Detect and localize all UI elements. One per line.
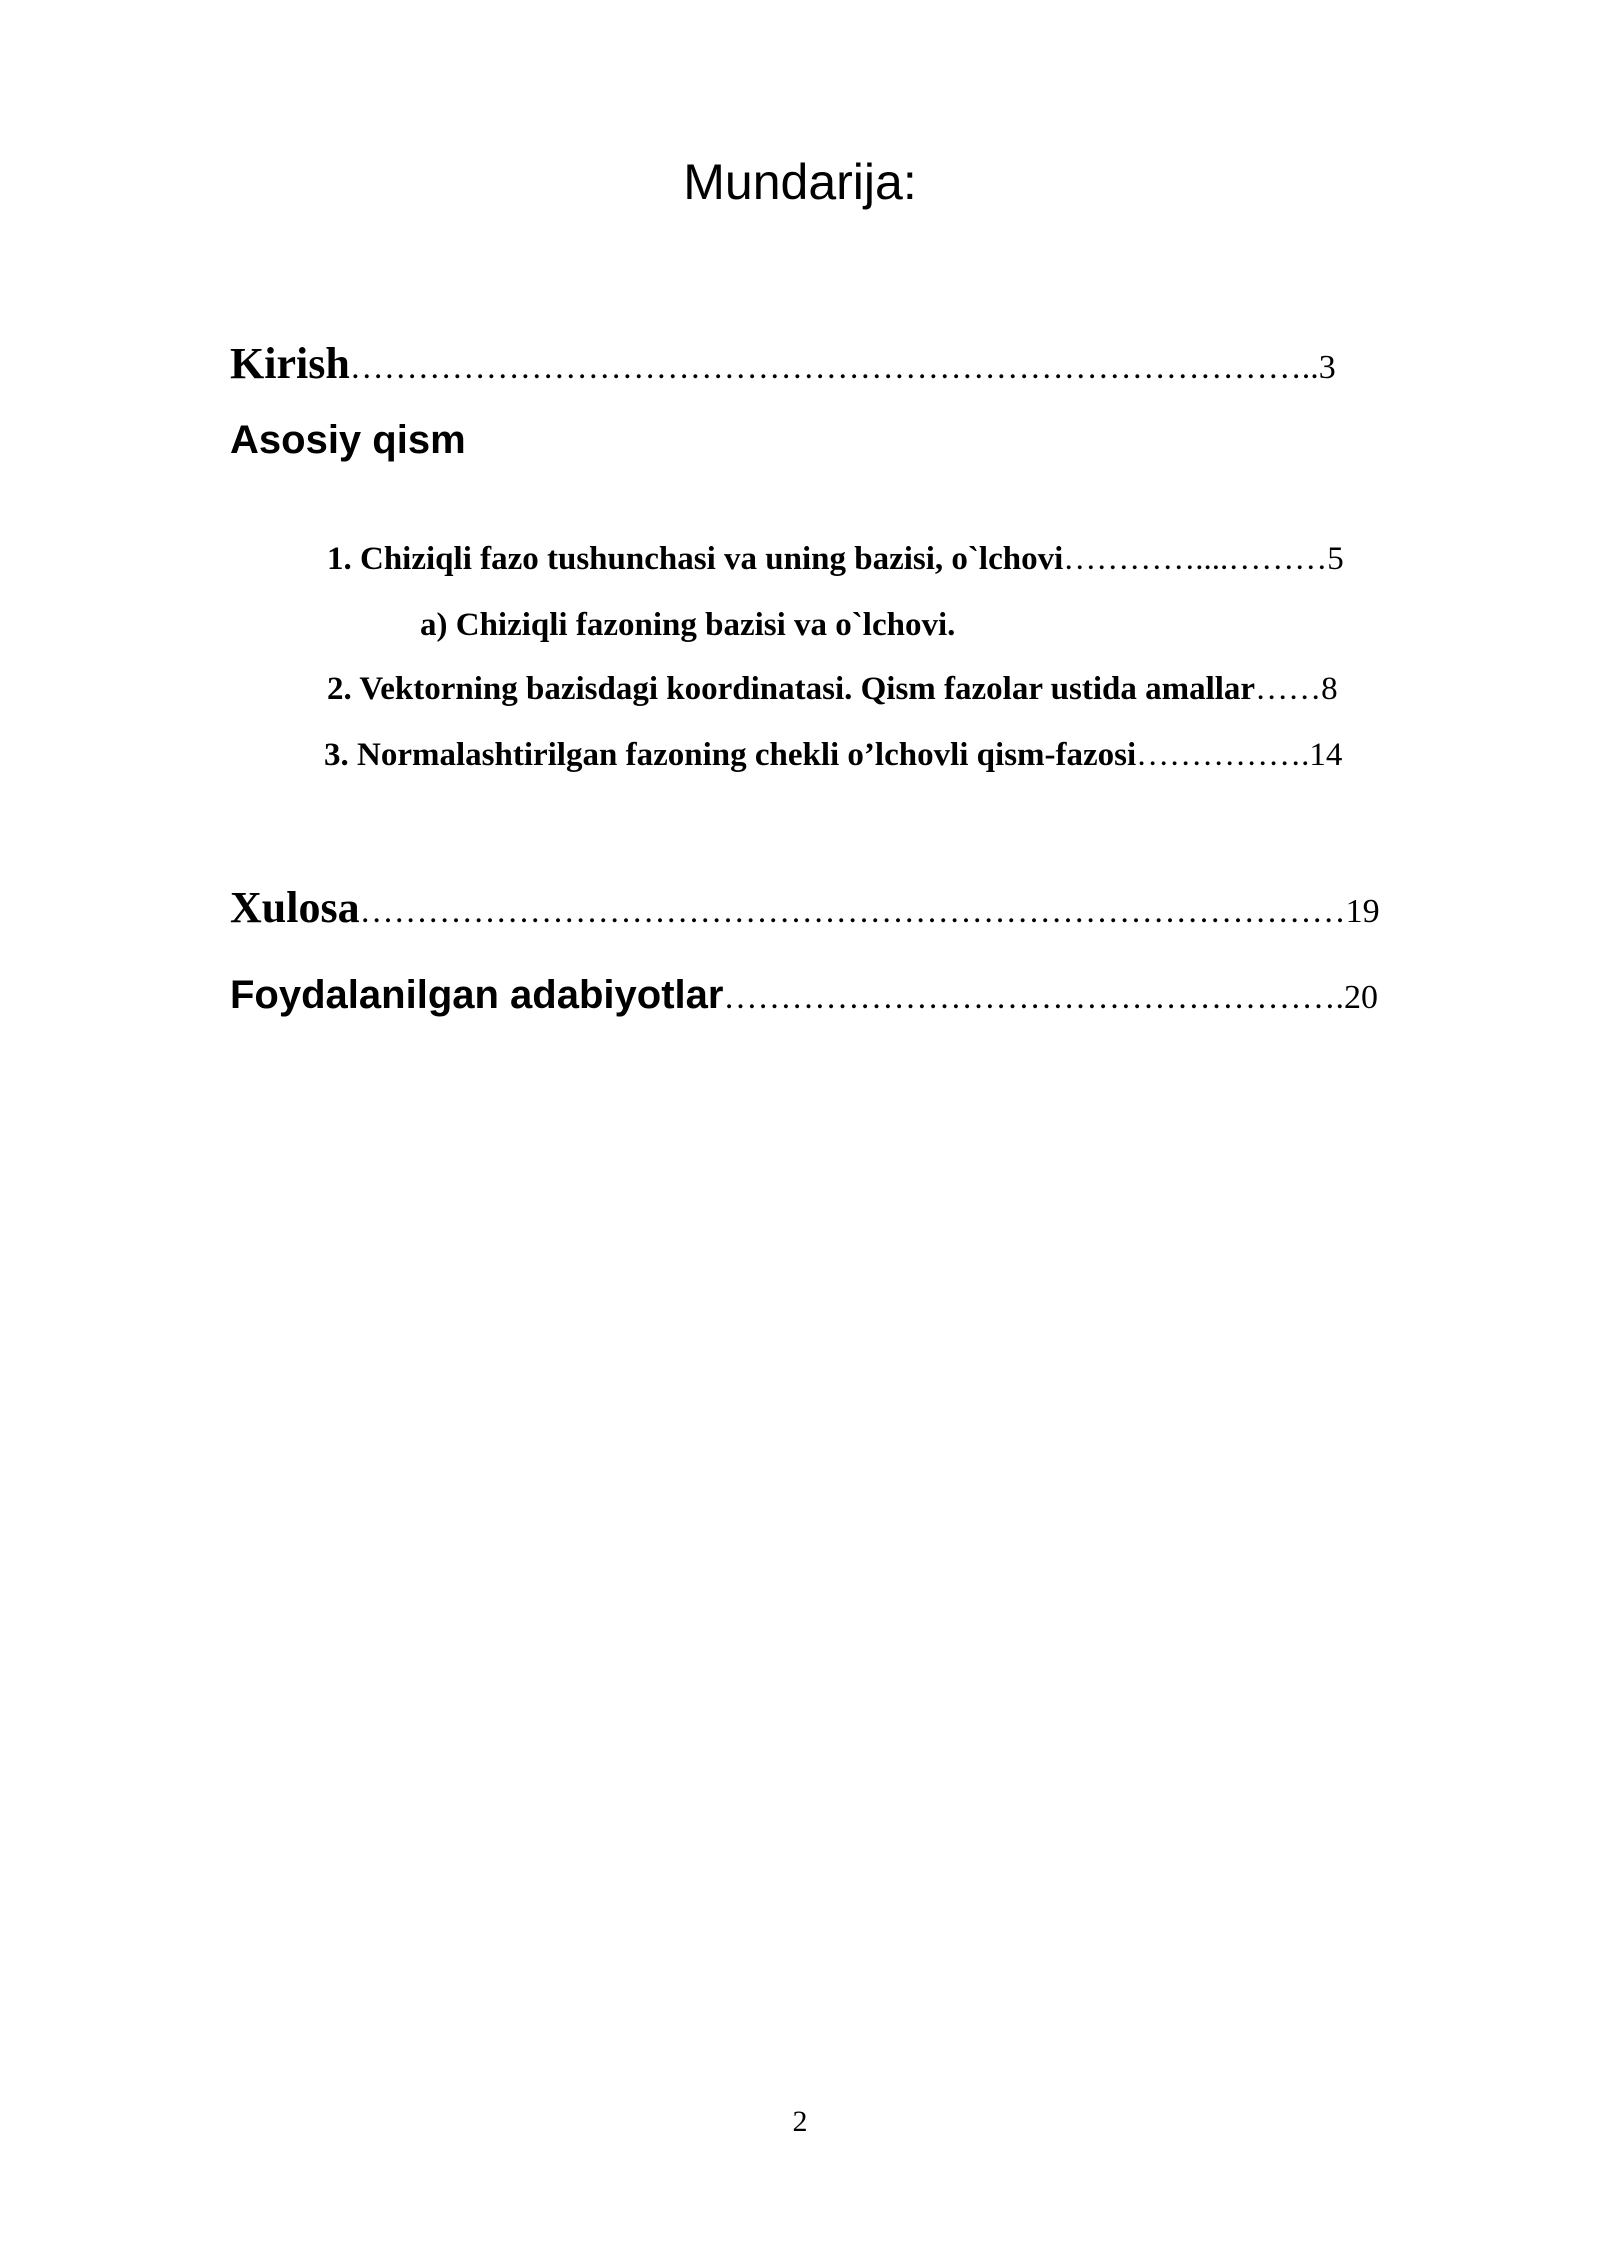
toc-leader-dots: …………....……… bbox=[1063, 541, 1328, 577]
toc-heading-asosiy-qism: Asosiy qism bbox=[230, 418, 466, 462]
toc-entry-xulosa bbox=[230, 880, 1380, 940]
toc-leader-dots: ……………. bbox=[1136, 737, 1310, 773]
toc-label: 2. Vektorning bazisdagi koordinatasi. Qism fazolar ustida amallar bbox=[327, 671, 1256, 707]
toc-label: Xulosa bbox=[230, 883, 360, 932]
toc-entry-foydalanilgan-adabiyotlar bbox=[230, 966, 1378, 1026]
page-number: 2 bbox=[792, 2105, 808, 2138]
toc-page-number: 5 bbox=[1327, 541, 1344, 577]
toc-entry-section-1 bbox=[327, 537, 1344, 581]
toc-page-number: 19 bbox=[1345, 893, 1380, 930]
toc-page-number: 8 bbox=[1321, 671, 1338, 707]
toc-page-number: 14 bbox=[1309, 737, 1343, 773]
toc-leader-dots: ………………………………………………………………………….. bbox=[349, 349, 1319, 386]
toc-page-number: 3 bbox=[1318, 349, 1336, 386]
toc-label: a) Chiziqli fazoning bazisi va o`lchovi. bbox=[420, 607, 956, 643]
toc-page-number: 20 bbox=[1343, 979, 1378, 1016]
toc-label: Foydalanilgan adabiyotlar bbox=[230, 973, 724, 1017]
toc-label: 1. Chiziqli fazo tushunchasi va uning bazisi, o`lchovi bbox=[327, 541, 1064, 577]
toc-entry-section-2 bbox=[327, 667, 1338, 711]
toc-entry-section-1a bbox=[420, 603, 955, 647]
page-title: Mundarija: bbox=[683, 154, 917, 210]
toc-label: Kirish bbox=[230, 339, 350, 388]
toc-entry-section-3 bbox=[324, 733, 1342, 777]
toc-leader-dots: …………………………………………………………………………… bbox=[359, 893, 1346, 930]
toc-leader-dots: ………………………………………………. bbox=[723, 979, 1344, 1016]
toc-leader-dots: …… bbox=[1255, 671, 1322, 707]
toc-label: 3. Normalashtirilgan fazoning chekli o’lchovli qism-fazosi bbox=[324, 737, 1137, 773]
toc-entry-kirish bbox=[230, 336, 1336, 396]
